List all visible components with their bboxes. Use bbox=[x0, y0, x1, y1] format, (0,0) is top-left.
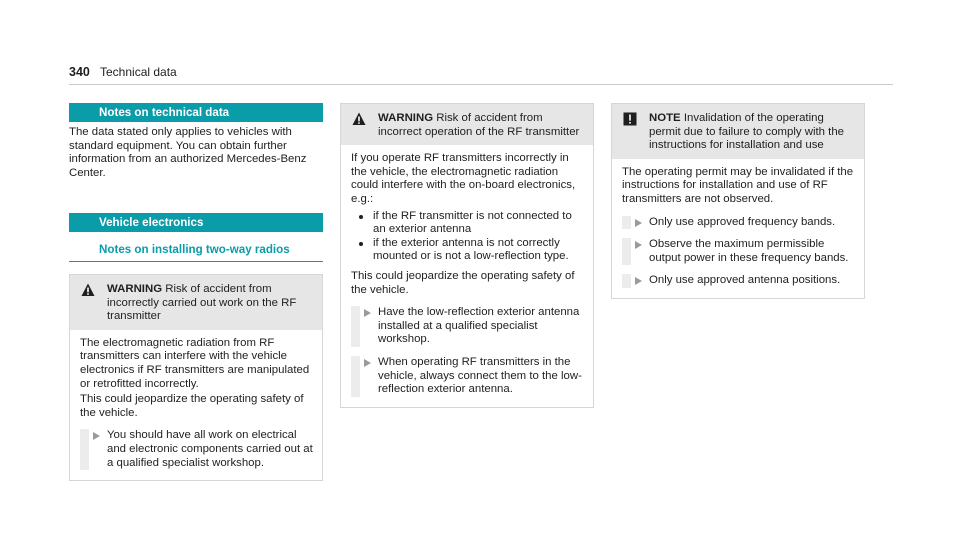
intro-text: The data stated only applies to vehicles with standard equipment. You can obtain further information from an authorized Mercedes-Benz Center. bbox=[69, 126, 307, 179]
warning-box bbox=[69, 274, 323, 481]
step-text: Only use approved antenna positions. bbox=[649, 274, 841, 287]
note-body bbox=[612, 159, 864, 298]
step-text: Have the low-reflection exterior antenna installed at a qualified specialist workshop. bbox=[378, 306, 580, 346]
list-item bbox=[351, 237, 585, 264]
step-text: You should have all work on electrical and electronic components carried out at a qualified specialist workshop. bbox=[107, 429, 313, 469]
section-title-vehicle-electronics: Vehicle electronics bbox=[69, 213, 323, 232]
warning-body bbox=[341, 145, 593, 407]
warning-paragraph: This could jeopardize the operating safety of the vehicle. bbox=[80, 393, 304, 419]
note-paragraph: The operating permit may be invalidated if the instructions for installation and use of RF transmitters are not observed. bbox=[622, 165, 854, 205]
subheading-two-way-radios: Notes on installing two-way radios bbox=[69, 243, 323, 262]
warning-keyword: WARNING bbox=[378, 112, 434, 124]
note-header bbox=[612, 104, 864, 159]
list-item-text: if the RF transmitter is not connected to an exterior antenna bbox=[373, 209, 572, 236]
step-arrow-icon bbox=[635, 219, 642, 227]
warning-triangle-icon bbox=[81, 283, 95, 297]
step-item bbox=[622, 238, 856, 265]
note-keyword: NOTE bbox=[649, 112, 681, 124]
warning-header bbox=[70, 275, 322, 330]
note-box bbox=[611, 103, 865, 299]
step-rule bbox=[80, 429, 89, 470]
step-item bbox=[80, 429, 314, 470]
step-text: Observe the maximum permissible output power in these frequency bands. bbox=[649, 238, 849, 264]
step-arrow-icon bbox=[364, 309, 371, 317]
column-3 bbox=[611, 103, 865, 299]
warning-header bbox=[341, 104, 593, 145]
step-item bbox=[622, 216, 856, 230]
step-arrow-icon bbox=[364, 359, 371, 367]
warning-box bbox=[340, 103, 594, 408]
step-arrow-icon bbox=[93, 432, 100, 440]
warning-text: Risk of accident from incorrect operation of the RF transmitter bbox=[378, 112, 580, 138]
step-arrow-icon bbox=[635, 277, 642, 285]
warning-paragraph: If you operate RF transmitters incorrectly in the vehicle, the electromagnetic radiation could interfere with the on-board electronics, e.g.: bbox=[351, 152, 576, 205]
step-item bbox=[351, 306, 585, 347]
note-text: Invalidation of the operating permit due to failure to comply with the instructions for installation and use bbox=[649, 112, 844, 152]
bullet-list bbox=[351, 210, 585, 264]
section-title-technical-data: Notes on technical data bbox=[69, 103, 323, 122]
list-item bbox=[351, 210, 585, 237]
warning-paragraph: The electromagnetic radiation from RF transmitters can interfere with the vehicle electronics if RF transmitters are manipulated or retrofitted incorrectly. bbox=[80, 336, 310, 390]
step-rule bbox=[622, 216, 631, 230]
warning-text: Risk of accident from incorrectly carried out work on the RF transmitter bbox=[107, 282, 297, 323]
step-rule bbox=[622, 274, 631, 288]
list-item-text: if the exterior antenna is not correctly mounted or is not a low-reflection type. bbox=[373, 236, 569, 263]
warning-triangle-icon bbox=[352, 112, 366, 126]
header-title: Technical data bbox=[100, 65, 177, 79]
bullet-dot bbox=[359, 215, 363, 219]
warning-paragraph: This could jeopardize the operating safety of the vehicle. bbox=[351, 269, 575, 296]
step-arrow-icon bbox=[635, 241, 642, 249]
note-exclamation-icon bbox=[623, 112, 637, 126]
step-item bbox=[351, 356, 585, 397]
step-rule bbox=[622, 238, 631, 265]
bullet-dot bbox=[359, 242, 363, 246]
step-item bbox=[622, 274, 856, 288]
step-rule bbox=[351, 306, 360, 347]
column-2 bbox=[340, 103, 594, 408]
warning-body bbox=[70, 330, 322, 480]
page-header bbox=[69, 62, 893, 85]
step-rule bbox=[351, 356, 360, 397]
step-text: Only use approved frequency bands. bbox=[649, 215, 836, 228]
warning-keyword: WARNING bbox=[107, 282, 163, 295]
step-text: When operating RF transmitters in the vehicle, always connect them to the low-reflection exterior antenna. bbox=[378, 355, 582, 396]
page-number: 340 bbox=[69, 65, 90, 79]
column-1 bbox=[69, 103, 323, 481]
